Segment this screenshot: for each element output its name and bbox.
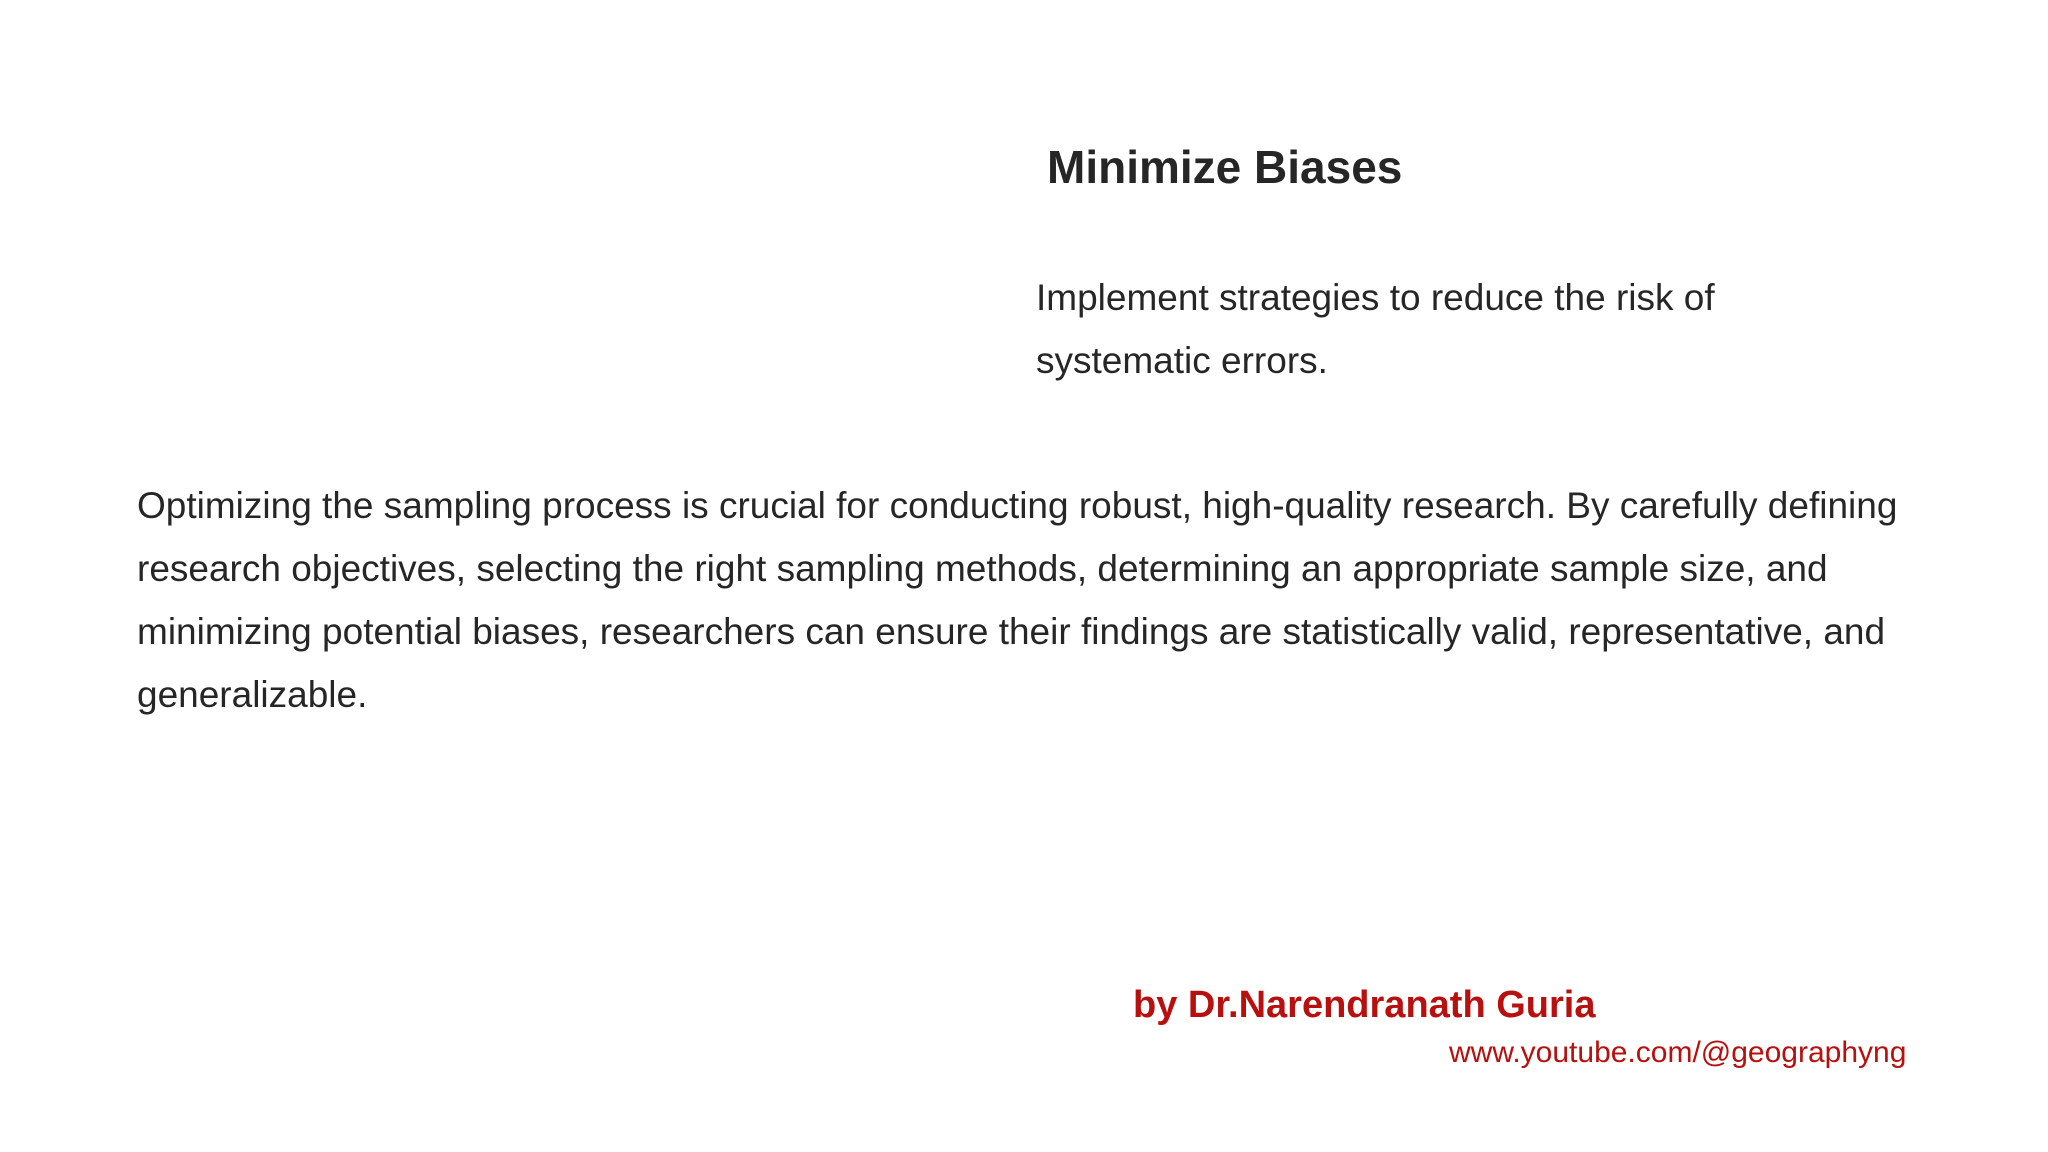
channel-url: www.youtube.com/@geographyng (1449, 1036, 1907, 1069)
heading-description: Implement strategies to reduce the risk of systematic errors. (1036, 277, 1715, 381)
author-credit: by Dr.Narendranath Guria (1133, 984, 1596, 1026)
summary-paragraph: Optimizing the sampling process is crucial for conducting robust, high-quality research. By carefully defining research objectives, selecting the right sampling methods, determining an appropriate sample size, and minimizing potential biases, researchers can ensure their findings are statistically valid, representative, and generalizable. (137, 485, 1898, 715)
slide-heading: Minimize Biases (1047, 141, 1403, 193)
